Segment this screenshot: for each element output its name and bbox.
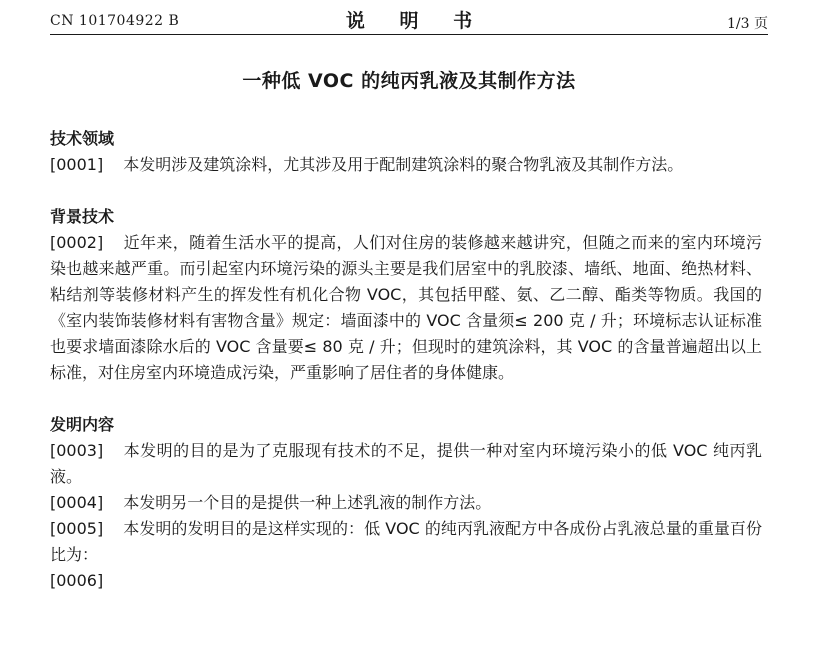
document-type: 说 明 书 — [345, 10, 487, 32]
paragraph-number: [0002] — [50, 233, 104, 252]
paragraph-text: 本发明涉及建筑涂料，尤其涉及用于配制建筑涂料的聚合物乳液及其制作方法。 — [123, 155, 684, 174]
paragraph-number: [0001] — [50, 155, 104, 174]
paragraph-text: 本发明的发明目的是这样实现的：低 VOC 的纯丙乳液配方中各成份占乳液总量的重量百份比为： — [50, 519, 762, 564]
paragraph-0004 — [50, 490, 762, 516]
paragraph-number: [0006] — [50, 571, 104, 590]
paragraph-0001 — [50, 152, 762, 178]
paragraph-text: 本发明另一个目的是提供一种上述乳液的制作方法。 — [123, 493, 492, 512]
section-spacer — [50, 386, 762, 412]
publication-number: CN 101704922 B — [50, 13, 180, 29]
paragraph-0005 — [50, 516, 762, 568]
section-spacer — [50, 178, 762, 204]
document-body — [50, 126, 762, 594]
paragraph-number: [0003] — [50, 441, 104, 460]
section-heading-invention: 发明内容 — [50, 415, 115, 434]
header-rule — [50, 34, 768, 35]
section-heading-field: 技术领域 — [50, 129, 115, 148]
page-number: 1/3 页 — [727, 16, 768, 32]
paragraph-text: 近年来，随着生活水平的提高，人们对住房的装修越来越讲究，但随之而来的室内环境污染也越来越严重。而引起室内环境污染的源头主要是我们居室中的乳胶漆、墙纸、地面、绝热材料、粘结剂等装修材料产生的挥发性有机化合物 VOC，其包括甲醛、氨、乙二醇、酯类等物质。我国的《室内装饰装修材料有害物含量》规定：墙面漆中的 VOC 含量须≤ 200 克 / 升；环境标志认证标准也要求墙面漆除水后的 VOC 含量要≤ 80 克 / 升；但现时的建筑涂料，其 VOC 的含量普遍超出以上标准，对住房室内环境造成污染，严重影响了居住者的身体健康。 — [50, 233, 762, 382]
paragraph-text: 本发明的目的是为了克服现有技术的不足，提供一种对室内环境污染小的低 VOC 纯丙乳液。 — [50, 441, 762, 486]
paragraph-0006 — [50, 568, 762, 594]
paragraph-number: [0005] — [50, 519, 104, 538]
paragraph-0003 — [50, 438, 762, 490]
paragraph-0002 — [50, 230, 762, 386]
section-heading-background: 背景技术 — [50, 207, 115, 226]
document-title: 一种低 VOC 的纯丙乳液及其制作方法 — [242, 70, 576, 92]
page-header — [50, 0, 768, 34]
paragraph-number: [0004] — [50, 493, 104, 512]
